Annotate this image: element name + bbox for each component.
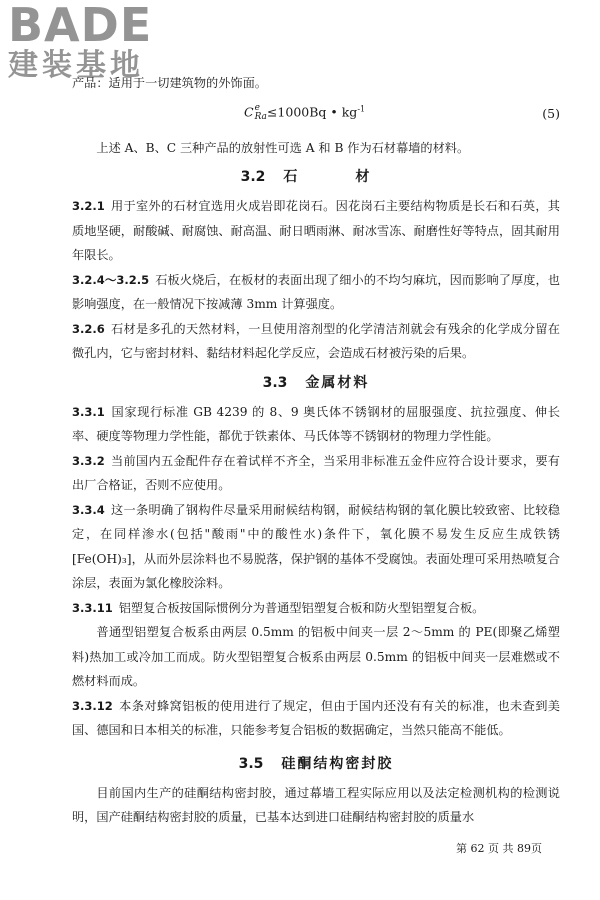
clause-text: 当前国内五金配件存在着试样不齐全，当采用非标准五金件应符合设计要求，要有出厂合格证，否则不应使用。 [72,453,560,492]
intro-line: 产品：适用于一切建筑物的外饰面。 [72,76,267,90]
clause-number: 3.3.4 [72,502,105,517]
clause-3-3-1 [72,400,560,449]
clause-3-3-4 [72,498,560,596]
paragraph-3-5 [72,781,560,830]
clause-3-3-11-continued [72,620,560,694]
clause-3-2-6 [72,317,560,366]
formula-superscript: e [254,102,260,113]
page-footer: 第 62 页 共 89页 [456,842,542,855]
section-heading-3-3 [72,368,560,398]
section-title: 硅酮结构密封胶 [281,755,394,772]
formula-rest-sup: -1 [357,103,366,113]
section-heading-3-5 [72,749,560,779]
formula-expression [244,104,365,122]
clause-number: 3.3.1 [72,404,105,419]
clause-number: 3.3.12 [72,698,113,713]
clause-number: 3.2.6 [72,321,105,336]
section-number: 3.3 [262,374,288,391]
clause-3-2-1 [72,194,560,268]
formula-rest: ≤1000Bq • kg [266,104,358,119]
section-number: 3.2 [240,169,266,185]
clause-text: 国家现行标准 GB 4239 的 8、9 奥氏体不锈钢材的屈服强度、抗拉强度、伸长率、硬度等物理力学性能，都优于铁素体、马氏体等不锈钢材的物理力学性能。 [72,404,560,443]
clause-number: 3.3.2 [72,453,105,468]
clause-3-3-12 [72,694,560,743]
formula-subscript: Ra [254,111,267,122]
section-number: 3.5 [238,755,264,772]
clause-number: 3.2.1 [72,199,105,213]
clause-text: 普通型铝塑复合板系由两层 0.5mm 的铝板中间夹一层 2～5mm 的 PE(即聚乙烯塑料)热加工或冷加工而成。防火型铝塑复合板系由两层 0.5mm 的铝板中间夹一层难燃或不燃材料而成。 [72,625,560,688]
formula-symbol: C [244,104,254,119]
summary-paragraph: 上述 A、B、C 三种产品的放射性可选 A 和 B 作为石材幕墙的材料。 [96,140,470,155]
section-title: 金属材料 [305,374,370,391]
clause-3-3-2 [72,449,560,498]
clause-number: 3.3.11 [72,600,113,615]
logo-subtitle: 建装基地 [8,48,144,83]
clause-text: 用于室外的石材宜选用火成岩即花岗石。因花岗石主要结构物质是长石和石英，其质地坚硬，耐酸碱、耐腐蚀、耐高温、耐日晒雨淋、耐冰雪冻、耐磨性好等特点，固其耐用年限长。 [72,199,560,262]
clause-number: 3.2.4～3.2.5 [72,272,150,287]
clause-text: 铝塑复合板按国际惯例分为普通型铝塑复合板和防火型铝塑复合板。 [118,600,485,615]
clause-text: 本条对蜂窝铝板的使用进行了规定，但由于国内还没有有关的标准，也未查到美国、德国和日本相关的标准，只能参考复合铝板的数据确定，当然只能高不能低。 [72,698,560,737]
section-title: 石 材 [283,169,392,185]
formula-5 [72,96,560,136]
formula-number: (5) [542,105,560,121]
clause-text: 石材是多孔的天然材料，一旦使用溶剂型的化学清洁剂就会有残余的化学成分留在微孔内，它与密封材料、黏结材料起化学反应，会造成石材被污染的后果。 [72,321,560,360]
clause-text: 目前国内生产的硅酮结构密封胶，通过幕墙工程实际应用以及法定检测机构的检测说明，国产硅酮结构密封胶的质量，已基本达到进口硅酮结构密封胶的质量水 [72,785,560,824]
clause-text: 这一条明确了钢构件尽量采用耐候结构钢，耐候结构钢的氧化膜比较致密、比较稳定，在同样渗水(包括"酸雨"中的酸性水)条件下，氧化膜不易发生反应生成铁锈[Fe(OH)₃]，从而外层涂料也不易脱落，保护钢的基体不受腐蚀。表面处理可采用热喷复合涂层，表面为氯化橡胶涂料。 [72,502,560,590]
clause-3-3-11 [72,596,560,621]
document-body [72,71,560,830]
logo-wordmark: BADE [8,0,153,52]
clause-text: 石板火烧后，在板材的表面出现了细小的不均匀麻坑，因而影响了厚度，也影响强度，在一般情况下按减薄 3mm 计算强度。 [72,272,560,311]
section-heading-3-2 [72,162,560,192]
clause-3-2-4 [72,268,560,317]
